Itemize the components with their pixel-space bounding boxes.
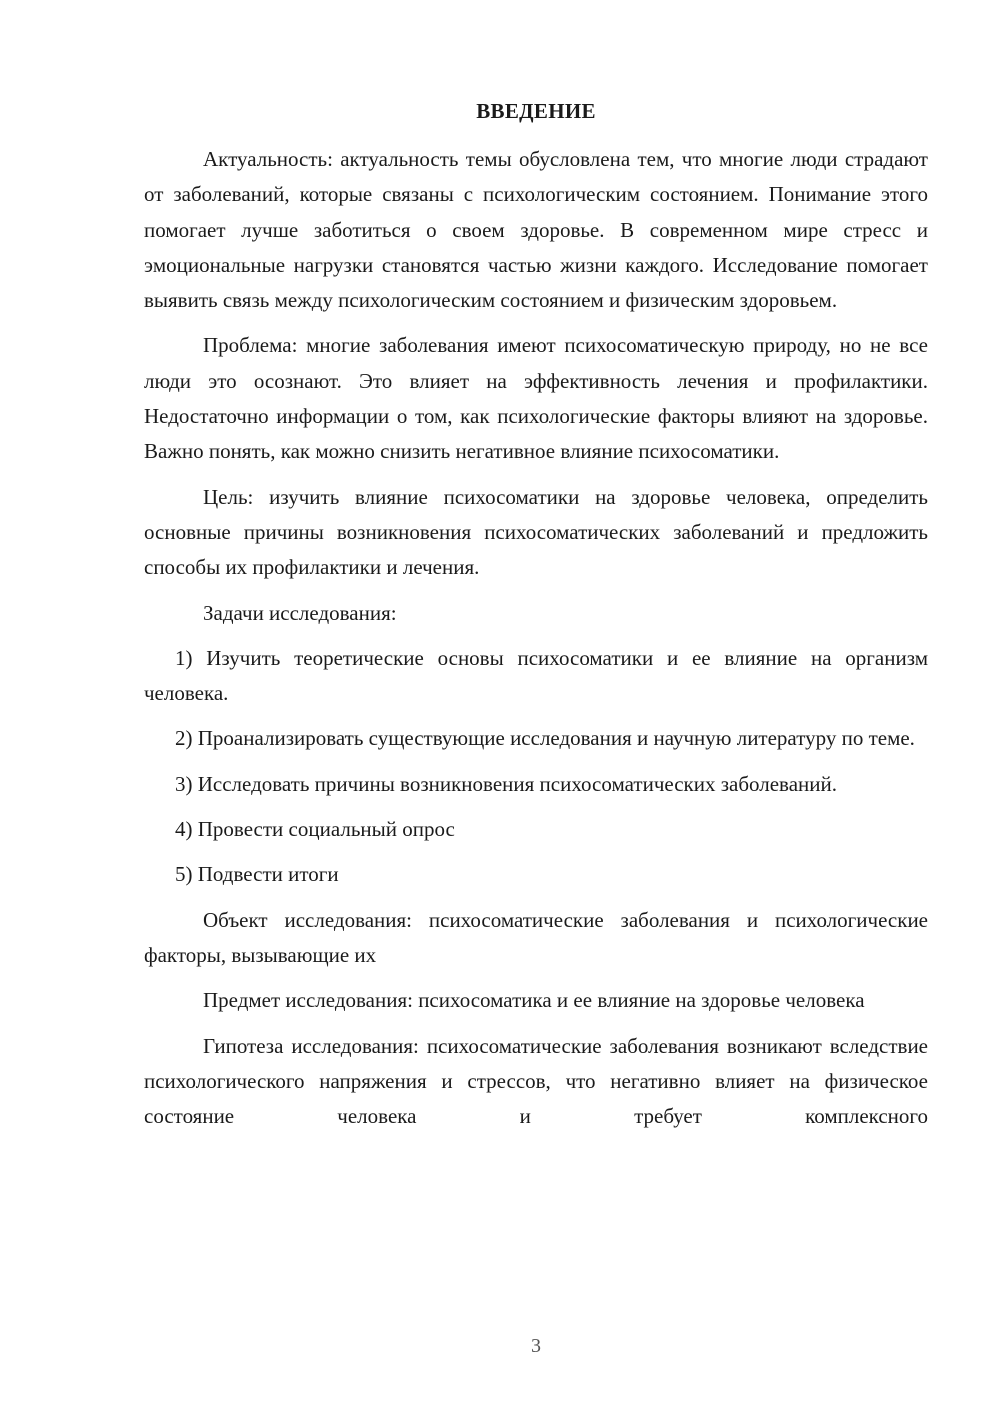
task-item-3: 3) Исследовать причины возникновения психосоматических заболеваний. (175, 771, 837, 796)
document-body (144, 142, 928, 1144)
page-number: 3 (531, 1335, 541, 1357)
paragraph-relevance: Актуальность: актуальность темы обусловлена тем, что многие люди страдают от заболеваний, которые связаны с психологическим состоянием. Понимание этого помогает лучше заботиться о своем здоровье. В современном мире стресс и эмоциональные нагрузки становятся частью жизни каждого. Исследование помогает выявить связь между психологическим состоянием и физическим здоровьем. (144, 147, 928, 313)
task-item-4: 4) Провести социальный опрос (175, 817, 455, 842)
paragraph-subject: Предмет исследования: психосоматика и ее влияние на здоровье человека (203, 988, 865, 1013)
task-item-2: 2) Проанализировать существующие исследования и научную литературу по теме. (175, 726, 915, 751)
tasks-heading: Задачи исследования: (203, 600, 397, 625)
paragraph-hypothesis: Гипотеза исследования: психосоматические заболевания возникают вследствие психологического напряжения и стрессов, что негативно влияет на физическое состояние человека и требует комплексного (144, 1033, 928, 1129)
page-title: ВВЕДЕНИЕ (476, 99, 596, 123)
paragraph-problem: Проблема: многие заболевания имеют психосоматическую природу, но не все люди это осознают. Это влияет на эффективность лечения и профилактики. Недостаточно информации о том, как психологические факторы влияют на здоровье. Важно понять, как можно снизить негативное влияние психосоматики. (144, 333, 928, 464)
task-item-1: 1) Изучить теоретические основы психосоматики и ее влияние на организм человека. (144, 645, 928, 706)
paragraph-goal: Цель: изучить влияние психосоматики на здоровье человека, определить основные причины возникновения психосоматических заболеваний и предложить способы их профилактики и лечения. (144, 484, 928, 580)
task-item-5: 5) Подвести итоги (175, 862, 339, 887)
paragraph-object: Объект исследования: психосоматические заболевания и психологические факторы, вызывающие их (144, 907, 928, 967)
